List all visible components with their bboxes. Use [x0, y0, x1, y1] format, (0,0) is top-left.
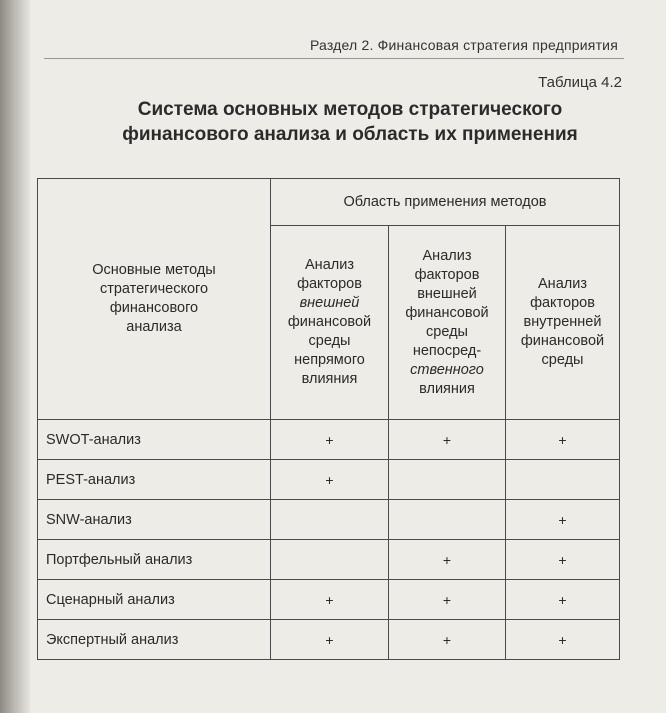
- mark-external-indirect: +: [271, 580, 389, 620]
- page-fold-shadow: [0, 0, 30, 713]
- method-name: Портфельный анализ: [38, 540, 271, 580]
- header-line: непосред-: [412, 342, 482, 359]
- header-methods: [38, 179, 271, 420]
- header-line: факторов: [297, 276, 362, 292]
- header-internal: [506, 226, 620, 420]
- table-row: [38, 540, 620, 580]
- method-name: SNW-анализ: [38, 500, 271, 540]
- method-name: Сценарный анализ: [38, 580, 271, 620]
- header-line: ственного: [410, 361, 484, 378]
- mark-internal: +: [506, 620, 620, 660]
- header-methods-line: стратегического: [99, 281, 209, 297]
- header-line: финансовой: [287, 314, 372, 330]
- header-line: среды: [426, 323, 468, 340]
- header-line: среды: [541, 352, 584, 368]
- mark-external-indirect: +: [271, 460, 389, 500]
- table-title: [80, 97, 620, 147]
- methods-table: [37, 178, 620, 660]
- mark-external-direct: [389, 500, 506, 540]
- header-line: внутренней: [523, 314, 602, 330]
- mark-external-direct: +: [389, 420, 506, 460]
- header-line: факторов: [530, 295, 595, 311]
- table-title-line-1: Система основных методов стратегического: [137, 99, 563, 120]
- method-name: Экспертный анализ: [38, 620, 271, 660]
- header-line: факторов: [414, 266, 480, 283]
- mark-external-direct: +: [389, 620, 506, 660]
- mark-internal: +: [506, 500, 620, 540]
- mark-external-indirect: [271, 500, 389, 540]
- header-methods-line: Основные методы: [92, 262, 216, 278]
- header-line: Анализ: [305, 257, 354, 273]
- header-application-area: Область применения методов: [271, 179, 620, 226]
- table-row: [38, 620, 620, 660]
- mark-external-indirect: +: [271, 420, 389, 460]
- mark-internal: +: [506, 540, 620, 580]
- header-methods-line: финансового: [109, 300, 199, 316]
- header-line: Анализ: [538, 276, 587, 292]
- table-row: [38, 460, 620, 500]
- header-line: среды: [308, 333, 351, 349]
- header-line: внешней: [299, 295, 360, 311]
- mark-internal: +: [506, 580, 620, 620]
- table-title-line-2: финансового анализа и область их применения: [122, 124, 578, 145]
- mark-external-direct: [389, 460, 506, 500]
- header-external-indirect: [271, 226, 389, 420]
- mark-internal: [506, 460, 620, 500]
- running-header: Раздел 2. Финансовая стратегия предприятия: [309, 37, 618, 53]
- header-line: Анализ: [422, 247, 472, 264]
- header-line: внешней: [417, 285, 477, 302]
- header-line: влияния: [419, 380, 475, 397]
- header-methods-line: анализа: [126, 319, 182, 335]
- header-divider: [44, 58, 624, 59]
- mark-external-direct: +: [389, 580, 506, 620]
- method-name: PEST-анализ: [38, 460, 271, 500]
- header-external-direct: [389, 226, 506, 420]
- header-line: непрямого: [294, 352, 365, 368]
- table-row: [38, 500, 620, 540]
- header-line: финансовой: [405, 304, 489, 321]
- table-row: [38, 420, 620, 460]
- table-number: Таблица 4.2: [538, 74, 622, 91]
- mark-internal: +: [506, 420, 620, 460]
- header-line: влияния: [301, 371, 358, 387]
- mark-external-direct: +: [389, 540, 506, 580]
- table-row: [38, 580, 620, 620]
- method-name: SWOT-анализ: [38, 420, 271, 460]
- header-line: финансовой: [520, 333, 605, 349]
- mark-external-indirect: [271, 540, 389, 580]
- mark-external-indirect: +: [271, 620, 389, 660]
